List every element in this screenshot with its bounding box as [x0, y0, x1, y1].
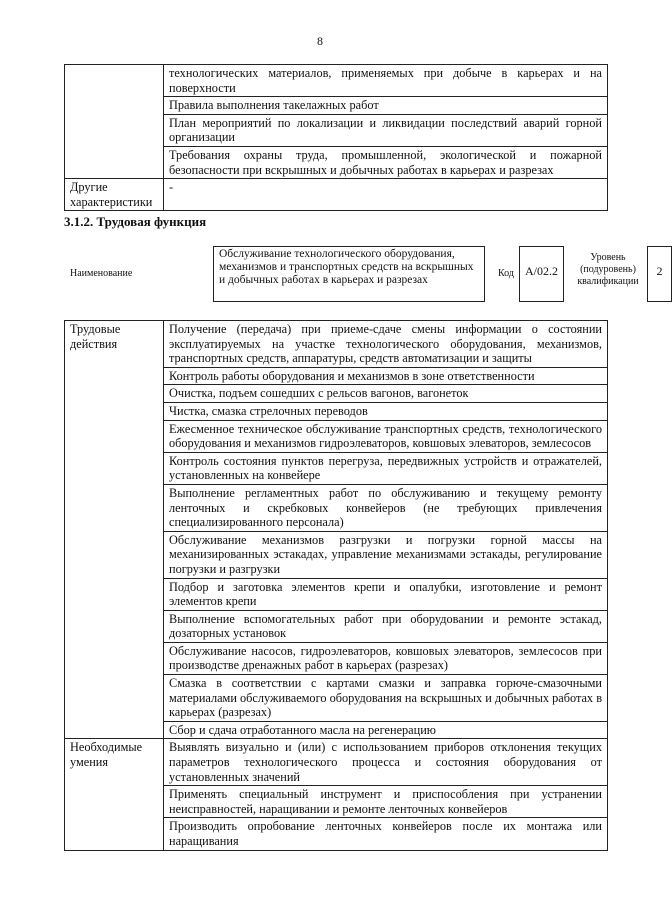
labor-action-item: Выполнение регламентных работ по обслуживанию и текущему ремонту ленточных и скребковых конвейеров (не требующих привлечения специализированного персонала): [164, 484, 608, 531]
labor-function-header: [64, 246, 663, 304]
required-skill-item: Производить опробование ленточных конвейеров после их монтажа или наращивания: [164, 818, 608, 850]
requirement-text: Требования охраны труда, промышленной, экологической и пожарной безопасности при вскрышных и добычных работах в карьерах и разрезах: [164, 146, 608, 178]
labor-actions-label: Трудовые действия: [65, 321, 164, 739]
labor-action-item: Контроль работы оборудования и механизмов в зоне ответственности: [164, 367, 608, 385]
required-skill-item: Применять специальный инструмент и приспособления при устранении неисправностей, наращивании и ремонте ленточных конвейеров: [164, 786, 608, 818]
page-number: 8: [317, 34, 323, 48]
table-row: [65, 321, 608, 368]
function-name-label: Наименование: [70, 268, 133, 279]
requirement-text: технологических материалов, применяемых при добыче в карьерах и на поверхности: [164, 65, 608, 97]
labor-action-item: Получение (передача) при приеме-сдаче смены информации о состоянии эксплуатируемых на участке технологического оборудования, механизмов, транспортных средств, аппаратуры, средств автоматизации и защиты: [164, 321, 608, 368]
qualification-level-box: 2: [647, 246, 672, 302]
labor-function-table-body: [65, 321, 608, 851]
function-name-box: Обслуживание технологического оборудования, механизмов и транспортных средств на вскрышных и добычных работах в карьерах и разрезах: [213, 246, 485, 302]
table-row: [65, 179, 608, 211]
labor-action-item: Очистка, подъем сошедших с рельсов вагонов, вагонеток: [164, 385, 608, 403]
labor-function-table: [64, 320, 608, 851]
labor-action-item: Смазка в соответствии с картами смазки и заправка горюче-смазочными материалами обслуживаемого оборудования на вскрышных и добычных работах в карьерах (разрезах): [164, 675, 608, 722]
table-row: [65, 65, 608, 97]
section-title: 3.1.2. Трудовая функция: [64, 214, 207, 229]
other-characteristics-label: Другие характеристики: [65, 179, 164, 211]
continuation-table: [64, 64, 608, 211]
qualification-level-label: Уровень (подуровень) квалификации: [577, 252, 639, 287]
requirement-text: Правила выполнения такелажных работ: [164, 97, 608, 115]
labor-action-item: Обслуживание механизмов разгрузки и погрузки горной массы на механизированных эстакадах, управление механизмами эстакады, регулирование погрузки и разгрузки: [164, 531, 608, 578]
labor-action-item: Сбор и сдача отработанного масла на регенерацию: [164, 721, 608, 739]
labor-action-item: Обслуживание насосов, гидроэлеваторов, ковшовых элеваторов, землесосов при производстве дренажных работ в карьерах (разрезах): [164, 642, 608, 674]
requirement-text: План мероприятий по локализации и ликвидации последствий аварий горной организации: [164, 114, 608, 146]
labor-action-item: Подбор и заготовка элементов крепи и опалубки, изготовление и ремонт элементов крепи: [164, 578, 608, 610]
required-skills-label: Необходимые умения: [65, 739, 164, 850]
function-code-box: А/02.2: [519, 246, 564, 302]
labor-action-item: Выполнение вспомогательных работ при оборудовании и ремонте эстакад, дозаторных установок: [164, 610, 608, 642]
labor-action-item: Ежесменное техническое обслуживание транспортных средств, технологического оборудования и механизмов гидроэлеваторов, ковшовых элеваторов, землесосов: [164, 420, 608, 452]
row-label-cell: [65, 65, 164, 179]
table-row: [65, 739, 608, 786]
other-characteristics-value: -: [164, 179, 608, 211]
labor-action-item: Чистка, смазка стрелочных переводов: [164, 402, 608, 420]
required-skill-item: Выявлять визуально и (или) с использованием приборов отклонения текущих параметров технологического процесса и состояния оборудования от установленных значений: [164, 739, 608, 786]
labor-action-item: Контроль состояния пунктов перегруза, передвижных устройств и отражателей, установленных на конвейере: [164, 452, 608, 484]
function-code-label: Код: [498, 268, 514, 279]
